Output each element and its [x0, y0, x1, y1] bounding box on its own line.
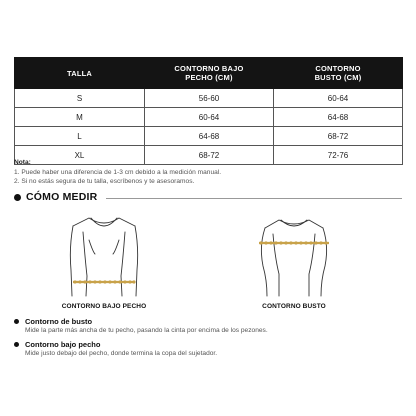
header-bust	[274, 58, 403, 89]
notes-title: Nota:	[14, 159, 31, 166]
divider	[106, 198, 402, 199]
cell-size: S	[15, 89, 145, 108]
table-row	[15, 127, 403, 146]
heading-bullet-icon	[14, 194, 21, 201]
table-row	[15, 89, 403, 108]
figure-label: CONTORNO BUSTO	[262, 303, 326, 310]
cell-underbust: 64-68	[145, 127, 274, 146]
figure-label: CONTORNO BAJO PECHO	[61, 303, 147, 310]
header-underbust-text: CONTORNO BAJO PECHO (CM)	[174, 64, 244, 82]
cell-underbust: 60-64	[145, 108, 274, 127]
note-item: 2. Si no estás segura de tu talla, escríbenos y te asesoramos.	[14, 178, 195, 185]
note-item: 1. Puede haber una diferencia de 1-3 cm debido a la medición manual.	[14, 168, 222, 176]
description-text: Mide justo debajo del pecho, donde termina la copa del sujetador.	[25, 350, 218, 357]
header-bust-text: CONTORNO BUSTO (CM)	[314, 64, 362, 82]
torso-bust-icon	[229, 210, 359, 302]
size-table	[14, 57, 403, 165]
section-title: CÓMO MEDIR	[26, 191, 98, 203]
notes	[14, 158, 221, 187]
description-title: Contorno de busto	[25, 317, 93, 326]
torso-underbust-icon	[39, 210, 169, 302]
bullet-icon	[14, 319, 19, 324]
bullet-icon	[14, 342, 19, 347]
cell-underbust: 68-72	[145, 146, 274, 165]
header-underbust	[145, 58, 274, 89]
description-title: Contorno bajo pecho	[25, 340, 101, 349]
header-size: TALLA	[15, 58, 145, 89]
cell-size: L	[15, 127, 145, 146]
cell-size: M	[15, 108, 145, 127]
how-to-measure-heading	[14, 191, 402, 205]
table-row	[15, 108, 403, 127]
cell-bust: 64-68	[274, 108, 403, 127]
cell-bust: 68-72	[274, 127, 403, 146]
cell-underbust: 56-60	[145, 89, 274, 108]
description-text: Mide la parte más ancha de tu pecho, pasando la cinta por encima de los pezones.	[25, 327, 268, 334]
cell-size: XL	[15, 146, 145, 165]
measuring-tape	[259, 241, 329, 244]
measuring-tape	[73, 280, 136, 283]
cell-bust: 72-76	[274, 146, 403, 165]
cell-bust: 60-64	[274, 89, 403, 108]
figure-bust	[229, 210, 359, 314]
table-header-row	[15, 58, 403, 89]
figure-underbust	[39, 210, 169, 314]
